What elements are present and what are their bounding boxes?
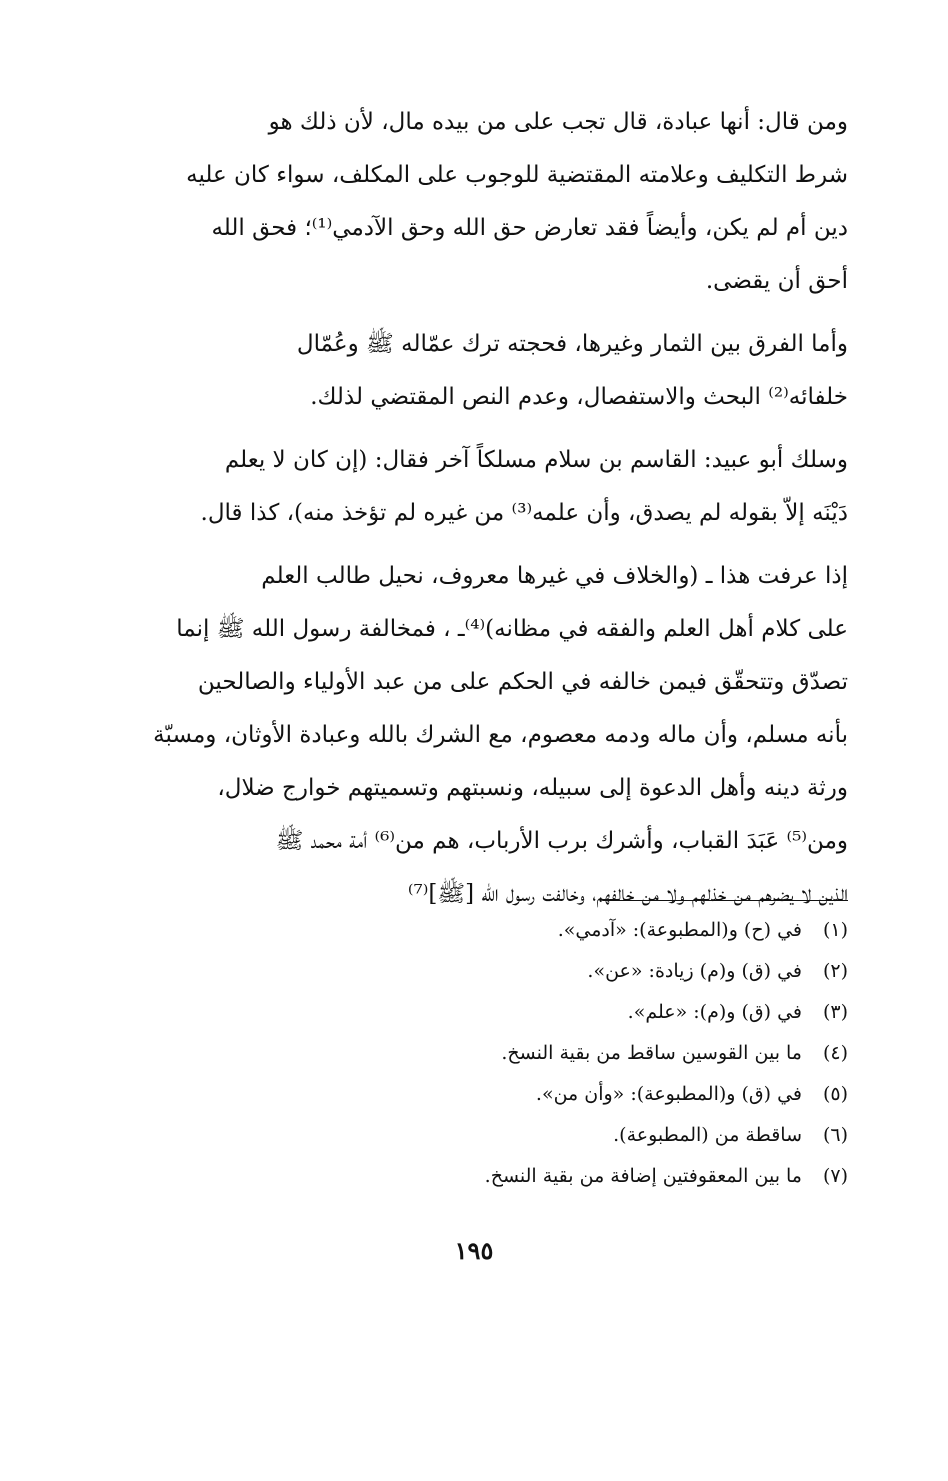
footnote-number: (٢) <box>822 960 848 982</box>
text-line: أحق أن يقضى. <box>705 268 848 294</box>
footnote-text: في (ح) و(المطبوعة): «آدمي». <box>557 919 802 941</box>
footnote-number: (١) <box>822 919 848 941</box>
footnote-text: ساقطة من (المطبوعة). <box>613 1124 802 1146</box>
text-line: وأما الفرق بين الثمار وغيرها، فحجته ترك عمّاله ﷺ وعُمّال <box>296 331 848 357</box>
paragraph-gap <box>122 424 848 434</box>
footnote-number: (٤) <box>822 1042 848 1064</box>
footnote-number: (٧) <box>822 1165 848 1187</box>
text-line: دين أم لم يكن، وأيضاً فقد تعارض حق الله وحق الآدمي⁽¹⁾؛ فحق الله <box>211 215 848 241</box>
text-line: ومن⁽⁵⁾ عَبَدَ القباب، وأشرك برب الأرباب، هم من⁽⁶⁾ أمة محمد ﷺ <box>275 828 848 854</box>
footnote-text: ما بين المعقوفتين إضافة من بقية النسخ. <box>484 1165 802 1187</box>
text-line: شرط التكليف وعلامته المقتضية للوجوب على المكلف، سواء كان عليه <box>186 162 848 188</box>
footnote-number: (٦) <box>822 1124 848 1146</box>
footnote-text: في (ق) و(م) زيادة: «عن». <box>587 960 802 982</box>
footnote-number: (٥) <box>822 1083 848 1105</box>
page-number: ١٩٥ <box>454 1236 494 1265</box>
text-line: خلفائه⁽²⁾ البحث والاستفصال، وعدم النص المقتضي لذلك. <box>310 384 848 410</box>
text-line: تصدّق وتتحقّق فيمن خالفه في الحكم على من عبد الأولياء والصالحين <box>197 669 848 695</box>
footnote-item <box>300 1115 848 1156</box>
footnote-item <box>300 992 848 1033</box>
text-line: ومن قال: أنها عبادة، قال تجب على من بيده مال، لأن ذلك هو <box>268 109 848 135</box>
footnote-text: في (ق) و(م): «علم». <box>627 1001 802 1023</box>
footnote-item <box>300 1074 848 1115</box>
footnote-number: (٣) <box>822 1001 848 1023</box>
text-line: الذين لا يضرهم من خذلهم ولا من خالفهم، وخالفت رسول الله [ﷺ]⁽⁷⁾ <box>407 881 848 907</box>
text-line: إذا عرفت هذا ـ (والخلاف في غيرها معروف، نحيل طالب العلم <box>261 563 848 589</box>
footnote-text: في (ق) و(المطبوعة): «وأن من». <box>535 1083 802 1105</box>
footnote-item <box>300 951 848 992</box>
footnote-item <box>300 1156 848 1197</box>
main-text <box>122 96 848 921</box>
footnote-item <box>300 1033 848 1074</box>
footnote-text: ما بين القوسين ساقط من بقية النسخ. <box>501 1042 802 1064</box>
text-line: بأنه مسلم، وأن ماله ودمه معصوم، مع الشرك بالله وعبادة الأوثان، ومسبّة <box>153 722 848 748</box>
text-line: دَيْنَه إلاّ بقوله لم يصدق، وأن علمه⁽³⁾ من غيره لم تؤخذ منه)، كذا قال. <box>200 500 848 526</box>
text-line: على كلام أهل العلم والفقه في مظانه)⁽⁴⁾ـ ، فمخالفة رسول الله ﷺ إنما <box>176 616 848 642</box>
paragraph-gap <box>122 540 848 550</box>
footnote-divider <box>608 900 848 901</box>
footnotes <box>300 910 848 1197</box>
footnote-item <box>300 910 848 951</box>
text-line: ورثة دينه وأهل الدعوة إلى سبيله، ونسبتهم وتسميتهم خوارج ضلال، <box>217 775 848 801</box>
text-line: وسلك أبو عبيد: القاسم بن سلام مسلكاً آخر فقال: (إن كان لا يعلم <box>224 447 848 473</box>
paragraph-gap <box>122 308 848 318</box>
